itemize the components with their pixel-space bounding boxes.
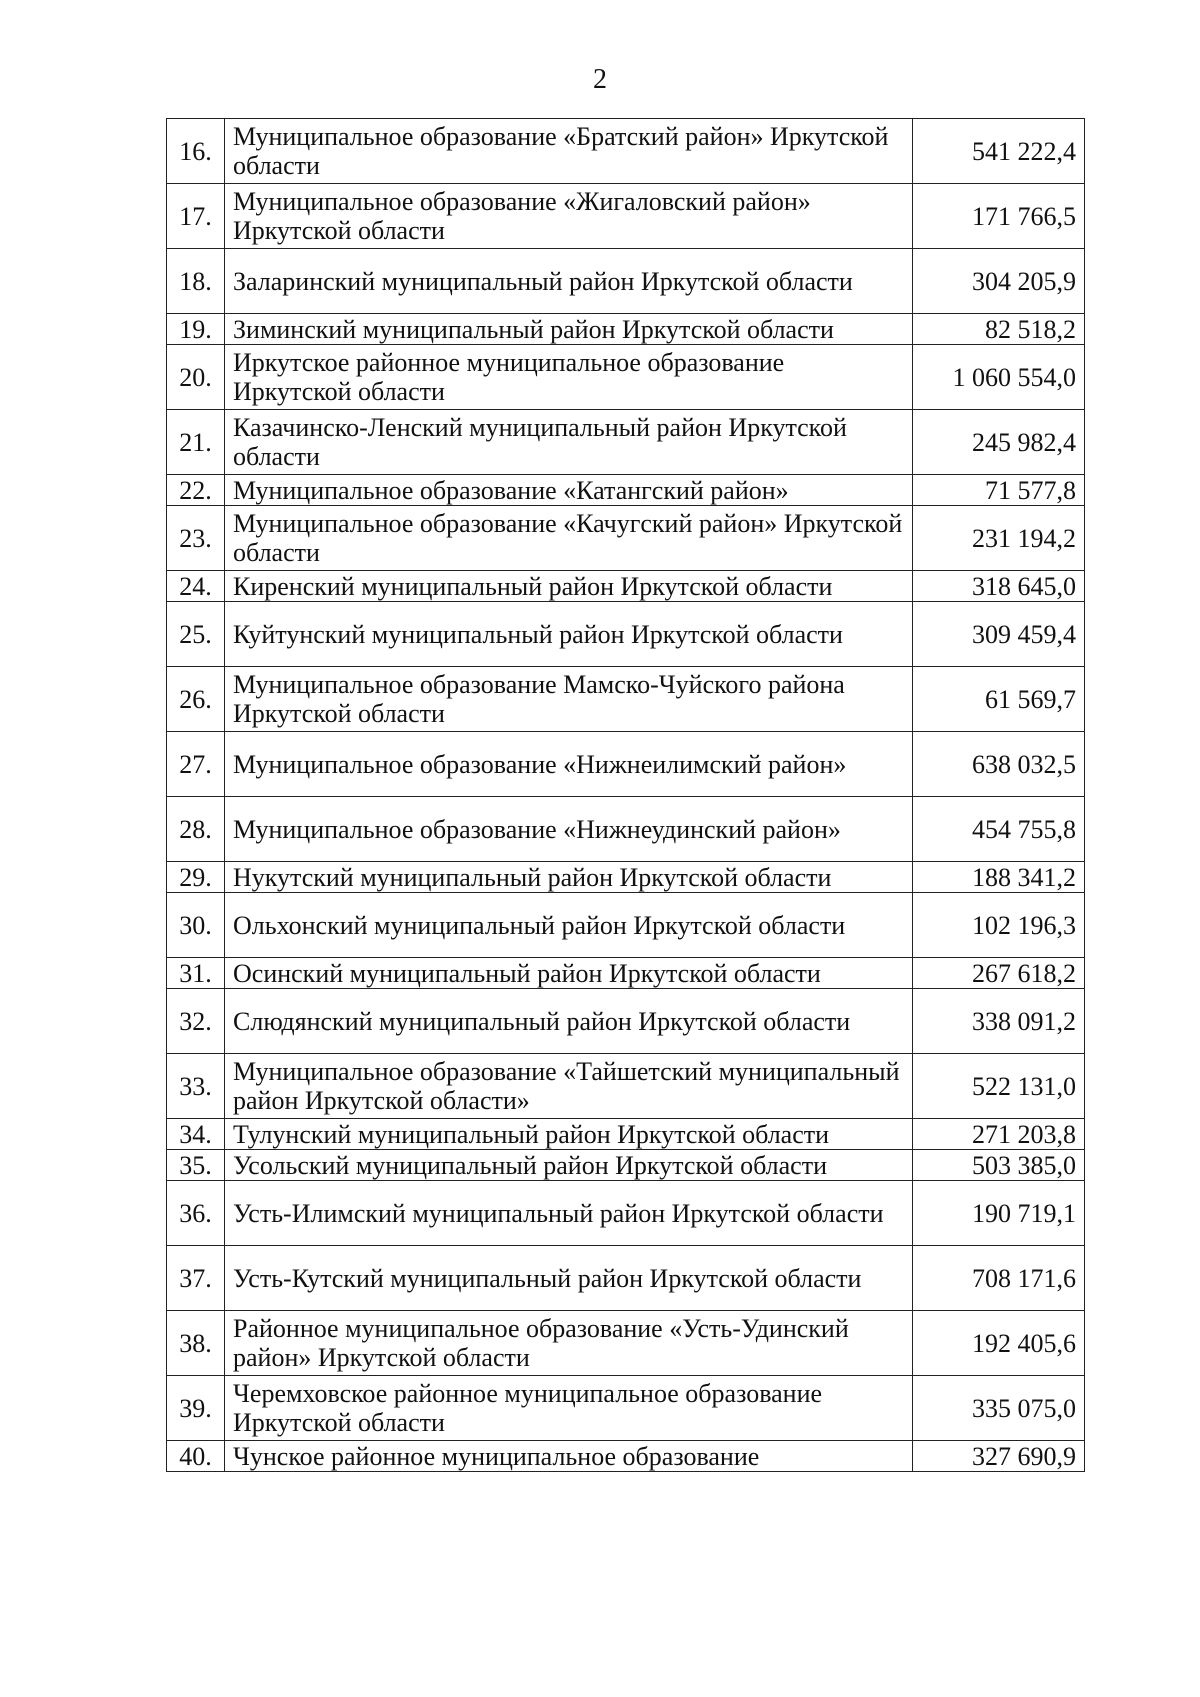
row-number: 18. <box>167 249 225 314</box>
row-number: 38. <box>167 1311 225 1376</box>
municipality-name: Зиминский муниципальный район Иркутской области <box>225 314 913 345</box>
amount-value: 267 618,2 <box>913 958 1085 989</box>
row-number: 25. <box>167 602 225 667</box>
amount-value: 309 459,4 <box>913 602 1085 667</box>
row-number: 19. <box>167 314 225 345</box>
amount-value: 190 719,1 <box>913 1181 1085 1246</box>
amount-value: 231 194,2 <box>913 506 1085 571</box>
table-row <box>167 1150 1085 1181</box>
table-row <box>167 732 1085 797</box>
municipality-name: Осинский муниципальный район Иркутской области <box>225 958 913 989</box>
table-row <box>167 345 1085 410</box>
amount-value: 318 645,0 <box>913 571 1085 602</box>
table-row <box>167 410 1085 475</box>
table-row <box>167 475 1085 506</box>
amount-value: 61 569,7 <box>913 667 1085 732</box>
row-number: 22. <box>167 475 225 506</box>
municipality-name: Муниципальное образование «Качугский район» Иркутской области <box>225 506 913 571</box>
amount-value: 188 341,2 <box>913 862 1085 893</box>
table-row <box>167 506 1085 571</box>
page-number: 2 <box>593 64 607 95</box>
municipality-name: Иркутское районное муниципальное образование Иркутской области <box>225 345 913 410</box>
row-number: 27. <box>167 732 225 797</box>
municipality-name: Черемховское районное муниципальное образование Иркутской области <box>225 1376 913 1441</box>
row-number: 30. <box>167 893 225 958</box>
municipality-name: Муниципальное образование «Жигаловский район» Иркутской области <box>225 184 913 249</box>
table-row <box>167 1119 1085 1150</box>
municipality-name: Казачинско-Ленский муниципальный район Иркутской области <box>225 410 913 475</box>
table-row <box>167 667 1085 732</box>
table-row <box>167 249 1085 314</box>
amount-value: 327 690,9 <box>913 1441 1085 1472</box>
table-row <box>167 862 1085 893</box>
amount-value: 304 205,9 <box>913 249 1085 314</box>
municipality-name: Ольхонский муниципальный район Иркутской области <box>225 893 913 958</box>
amount-value: 503 385,0 <box>913 1150 1085 1181</box>
row-number: 21. <box>167 410 225 475</box>
row-number: 32. <box>167 989 225 1054</box>
amount-value: 335 075,0 <box>913 1376 1085 1441</box>
row-number: 23. <box>167 506 225 571</box>
row-number: 24. <box>167 571 225 602</box>
municipality-name: Заларинский муниципальный район Иркутской области <box>225 249 913 314</box>
municipality-name: Слюдянский муниципальный район Иркутской области <box>225 989 913 1054</box>
municipality-name: Муниципальное образование «Нижнеудинский район» <box>225 797 913 862</box>
row-number: 33. <box>167 1054 225 1119</box>
table-body <box>167 119 1085 1472</box>
row-number: 20. <box>167 345 225 410</box>
municipality-name: Киренский муниципальный район Иркутской области <box>225 571 913 602</box>
row-number: 31. <box>167 958 225 989</box>
municipality-name: Муниципальное образование «Катангский район» <box>225 475 913 506</box>
municipality-name: Муниципальное образование «Тайшетский муниципальный район Иркутской области» <box>225 1054 913 1119</box>
municipality-name: Муниципальное образование «Братский район» Иркутской области <box>225 119 913 184</box>
municipality-name: Тулунский муниципальный район Иркутской области <box>225 1119 913 1150</box>
amount-value: 638 032,5 <box>913 732 1085 797</box>
table-row <box>167 797 1085 862</box>
municipality-name: Нукутский муниципальный район Иркутской области <box>225 862 913 893</box>
table-row <box>167 1054 1085 1119</box>
table-row <box>167 958 1085 989</box>
municipality-name: Муниципальное образование Мамско-Чуйского района Иркутской области <box>225 667 913 732</box>
row-number: 28. <box>167 797 225 862</box>
table-row <box>167 1246 1085 1311</box>
amount-value: 245 982,4 <box>913 410 1085 475</box>
table-row <box>167 571 1085 602</box>
table-row <box>167 893 1085 958</box>
amount-value: 454 755,8 <box>913 797 1085 862</box>
row-number: 26. <box>167 667 225 732</box>
amount-value: 171 766,5 <box>913 184 1085 249</box>
amount-value: 522 131,0 <box>913 1054 1085 1119</box>
table-row <box>167 1311 1085 1376</box>
amount-value: 82 518,2 <box>913 314 1085 345</box>
amount-value: 271 203,8 <box>913 1119 1085 1150</box>
row-number: 35. <box>167 1150 225 1181</box>
municipality-name: Муниципальное образование «Нижнеилимский район» <box>225 732 913 797</box>
row-number: 17. <box>167 184 225 249</box>
amount-value: 71 577,8 <box>913 475 1085 506</box>
amount-value: 338 091,2 <box>913 989 1085 1054</box>
amount-value: 708 171,6 <box>913 1246 1085 1311</box>
municipality-name: Районное муниципальное образование «Усть-Удинский район» Иркутской области <box>225 1311 913 1376</box>
municipality-name: Куйтунский муниципальный район Иркутской области <box>225 602 913 667</box>
amount-value: 192 405,6 <box>913 1311 1085 1376</box>
table-row <box>167 314 1085 345</box>
amount-value: 541 222,4 <box>913 119 1085 184</box>
allocation-table <box>166 118 1085 1472</box>
table-row <box>167 119 1085 184</box>
row-number: 29. <box>167 862 225 893</box>
table-row <box>167 602 1085 667</box>
amount-value: 102 196,3 <box>913 893 1085 958</box>
municipality-name: Усть-Илимский муниципальный район Иркутской области <box>225 1181 913 1246</box>
row-number: 39. <box>167 1376 225 1441</box>
municipality-name: Чунское районное муниципальное образование <box>225 1441 913 1472</box>
row-number: 40. <box>167 1441 225 1472</box>
row-number: 37. <box>167 1246 225 1311</box>
amount-value: 1 060 554,0 <box>913 345 1085 410</box>
table-row <box>167 184 1085 249</box>
table-row <box>167 1441 1085 1472</box>
municipality-name: Усольский муниципальный район Иркутской области <box>225 1150 913 1181</box>
table-row <box>167 1376 1085 1441</box>
table-row <box>167 989 1085 1054</box>
row-number: 16. <box>167 119 225 184</box>
row-number: 36. <box>167 1181 225 1246</box>
municipality-name: Усть-Кутский муниципальный район Иркутской области <box>225 1246 913 1311</box>
table-row <box>167 1181 1085 1246</box>
row-number: 34. <box>167 1119 225 1150</box>
